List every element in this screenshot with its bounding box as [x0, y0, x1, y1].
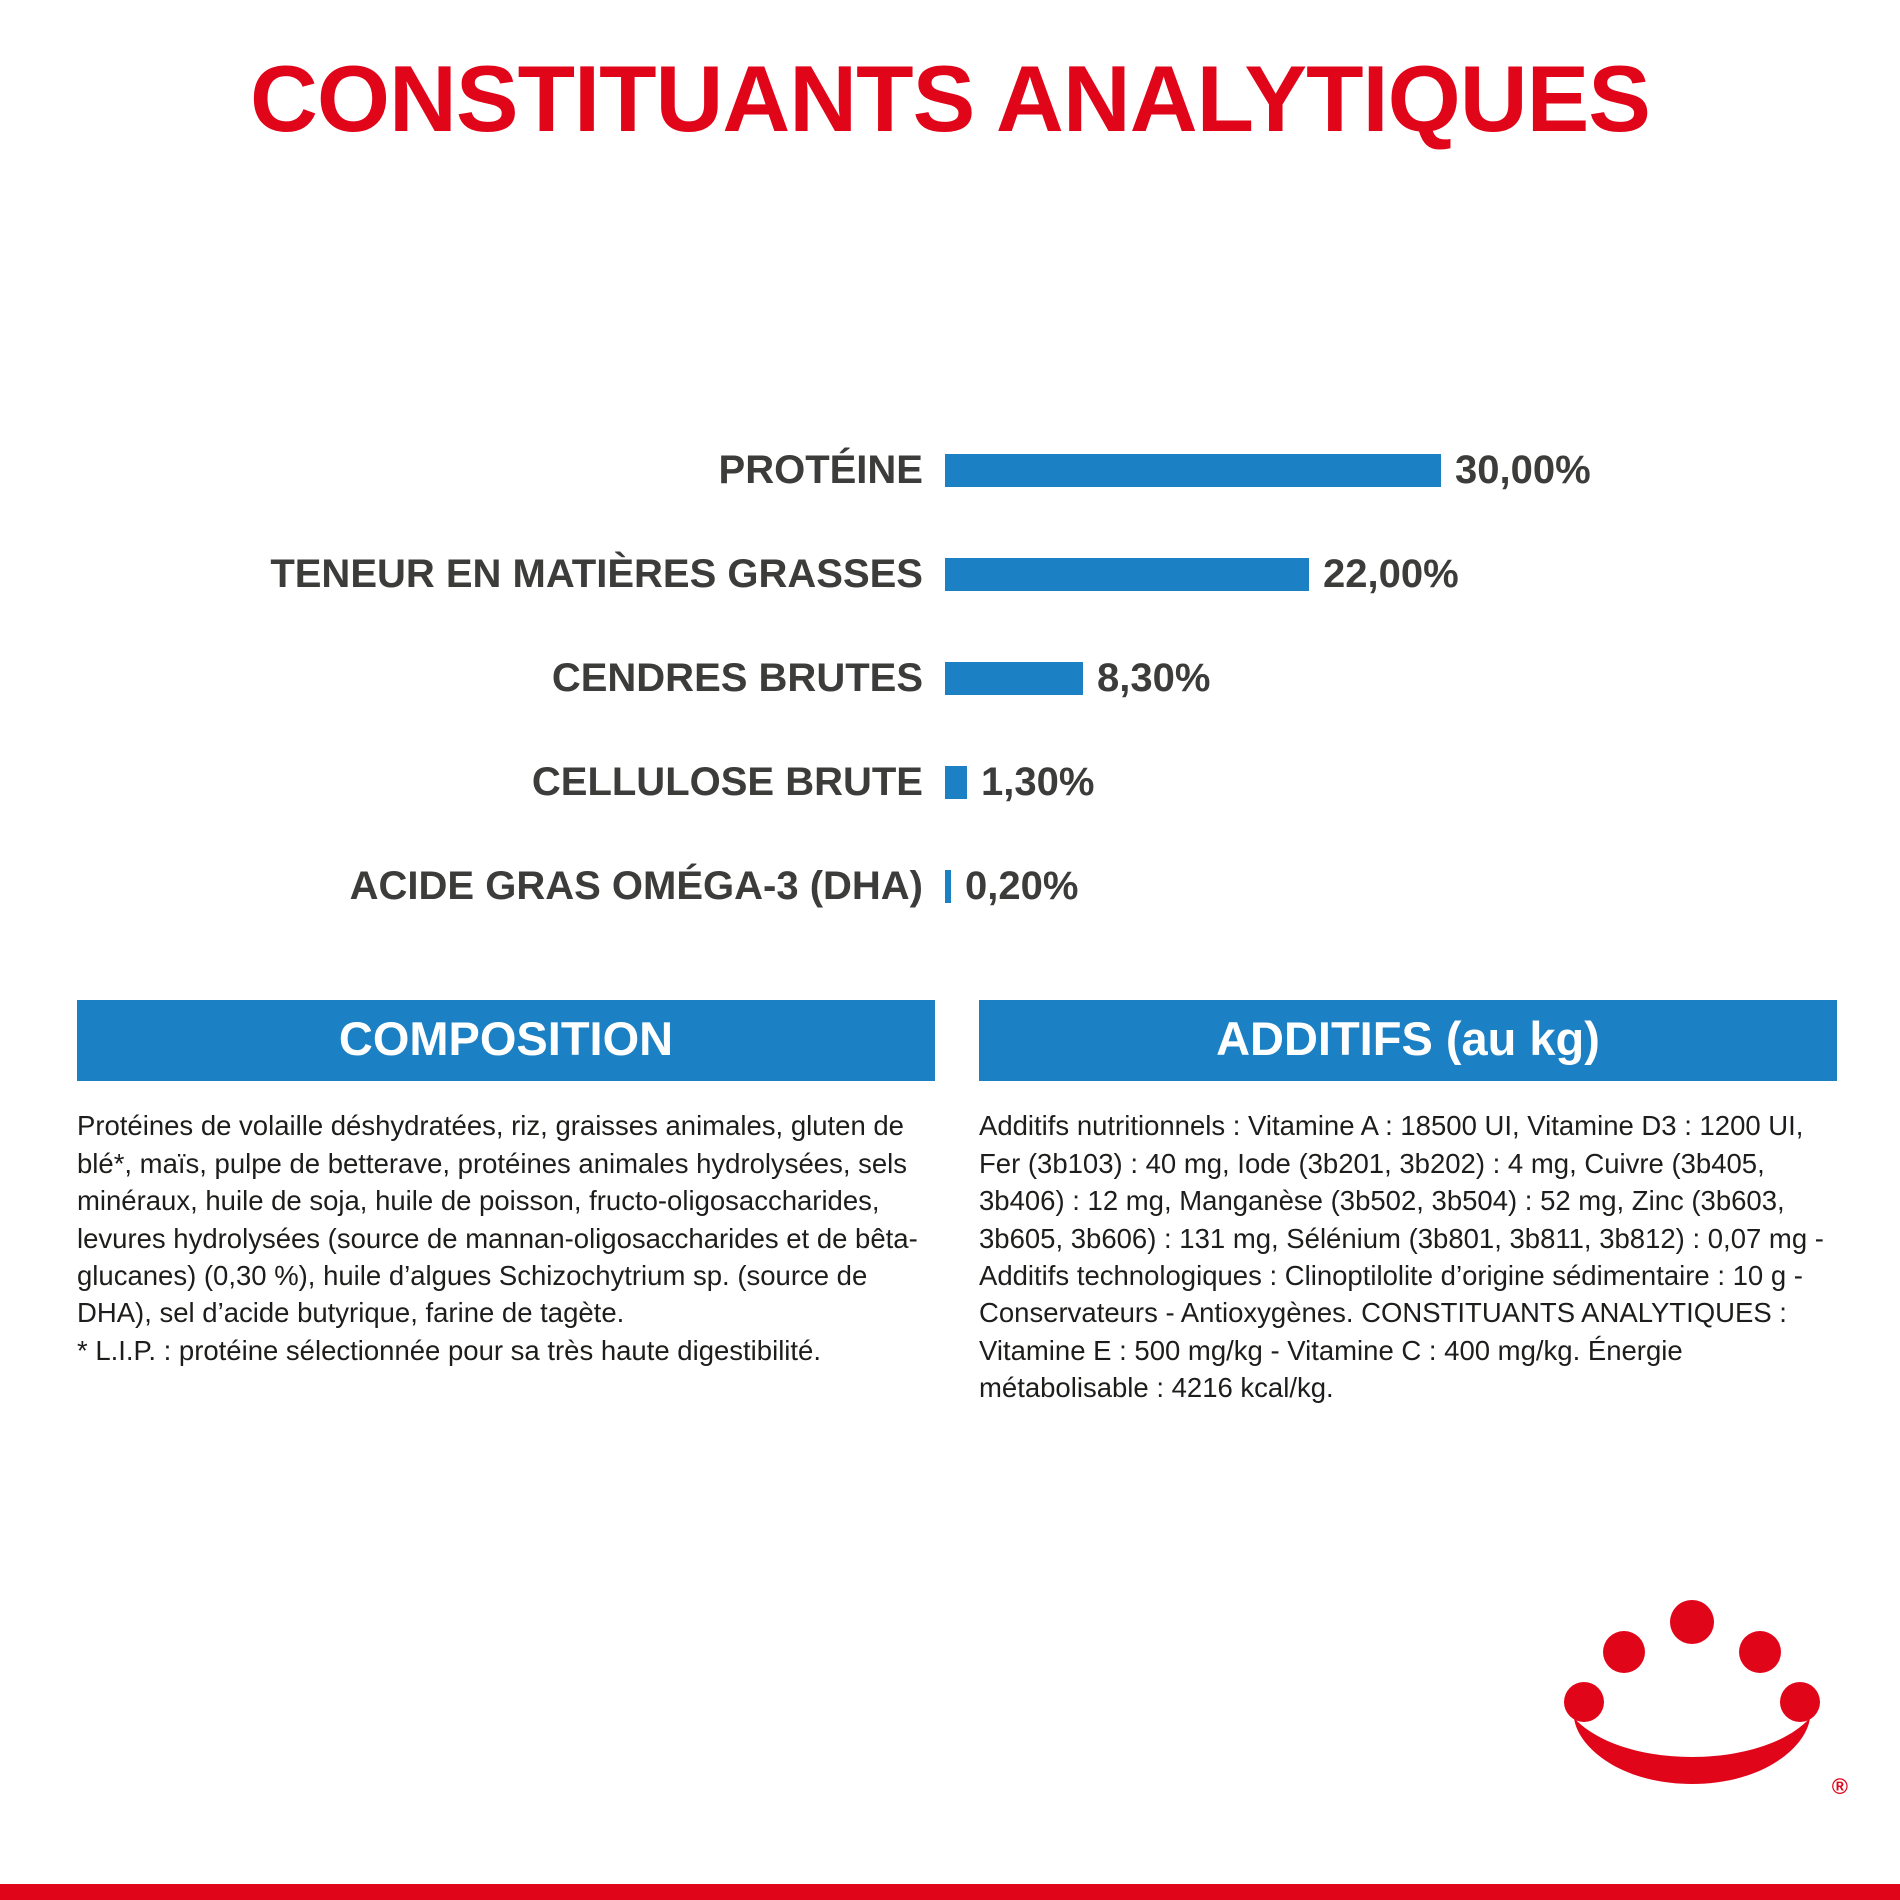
chart-bar-wrap [945, 760, 1900, 805]
chart-bar [945, 454, 1441, 487]
composition-column [77, 1000, 935, 1406]
analytical-constituents-chart [0, 418, 1900, 938]
chart-category-label: ACIDE GRAS OMÉGA-3 (DHA) [349, 863, 923, 908]
chart-row [0, 834, 1900, 938]
composition-body [77, 1107, 935, 1369]
composition-heading: COMPOSITION [77, 1000, 935, 1081]
chart-value-label: 0,20% [965, 863, 1079, 908]
additives-body [979, 1107, 1837, 1406]
chart-bar-wrap [945, 552, 1900, 597]
chart-row [0, 626, 1900, 730]
chart-row [0, 522, 1900, 626]
chart-bar-wrap [945, 656, 1900, 701]
chart-category-label: CENDRES BRUTES [551, 655, 923, 700]
registered-trademark-mark: ® [1831, 1774, 1848, 1799]
chart-value-label: 1,30% [981, 759, 1095, 804]
chart-bar [945, 766, 967, 799]
chart-bar-wrap [945, 448, 1900, 493]
composition-footnote: * L.I.P. : protéine sélectionnée pour sa très haute digestibilité. [77, 1334, 821, 1366]
chart-row [0, 730, 1900, 834]
chart-bar [945, 558, 1309, 591]
chart-bar [945, 662, 1083, 695]
composition-text: Protéines de volaille déshydratées, riz, graisses animales, gluten de blé*, maïs, pulpe de betterave, protéines animales hydrolysées, sels minéraux, huile de soja, huile de poisson, fructo-oligosaccharides, levures hydrolysées (source de mannan-oligosaccharides et de bêta-glucanes) (0,30 %), huile d’algues Schizochytrium sp. (source de DHA), sel d’acide butyrique, farine de tagète. [77, 1110, 918, 1329]
page-title: CONSTITUANTS ANALYTIQUES [250, 46, 1650, 151]
chart-category-label: CELLULOSE BRUTE [531, 759, 923, 804]
chart-value-label: 30,00% [1455, 447, 1591, 492]
chart-row [0, 418, 1900, 522]
bottom-accent-bar [0, 1884, 1900, 1900]
additives-column [979, 1000, 1837, 1406]
info-columns [77, 1000, 1837, 1406]
chart-bar [945, 870, 951, 903]
chart-value-label: 22,00% [1323, 551, 1459, 596]
chart-category-label: PROTÉINE [718, 447, 923, 492]
chart-category-label: TENEUR EN MATIÈRES GRASSES [270, 551, 923, 596]
chart-bar-wrap [945, 864, 1900, 909]
additives-heading: ADDITIFS (au kg) [979, 1000, 1837, 1081]
royal-canin-crown-icon [1562, 1598, 1822, 1788]
additives-text: Additifs nutritionnels : Vitamine A : 18500 UI, Vitamine D3 : 1200 UI, Fer (3b103) : 40 mg, Iode (3b201, 3b202) : 4 mg, Cuivre (3b405, 3b406) : 12 mg, Manganèse (3b502, 3b504) : 52 mg, Zinc (3b603, 3b605, 3b606) : 131 mg, Sélénium (3b801, 3b811, 3b812) : 0,07 mg - Additifs technologiques : Clinoptilolite d’origine sédimentaire : 10 g - Conservateurs - Antioxygènes. CONSTITUANTS ANALYTIQUES : Vitamine E : 500 mg/kg - Vitamine C : 400 mg/kg. Énergie métabolisable : 4216 kcal/kg. [979, 1110, 1824, 1404]
chart-value-label: 8,30% [1097, 655, 1211, 700]
